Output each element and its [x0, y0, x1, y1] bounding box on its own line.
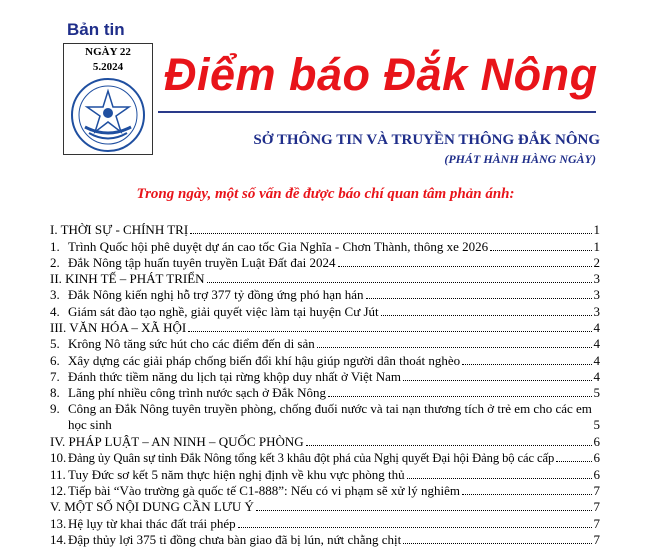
bulletin-title: Điểm báo Đắk Nông [164, 49, 598, 100]
department-name: SỞ THÔNG TIN VÀ TRUYỀN THÔNG ĐẮK NÔNG [253, 132, 600, 148]
toc-item-10[interactable] [50, 450, 600, 466]
toc-leader [462, 494, 592, 495]
toc-page: 7 [593, 499, 600, 515]
toc-leader [207, 282, 592, 283]
toc-text: Tiếp bài “Vào trường gà quốc tế C1-888”: Nếu có vi phạm sẽ xử lý nghiêm [68, 483, 460, 499]
toc-num: 4. [50, 303, 60, 319]
toc-num: 3. [50, 287, 60, 303]
toc-num: 12. [50, 483, 67, 499]
toc-leader [338, 266, 592, 267]
toc-section-2[interactable] [50, 271, 600, 287]
toc-text: Đắk Nông tập huấn tuyên truyền Luật Đất đai 2024 [68, 254, 336, 270]
toc-text: Giám sát đào tạo nghề, giải quyết việc làm tại huyện Cư Jút [68, 303, 379, 319]
toc-page: 1 [593, 222, 600, 238]
toc-page: 4 [593, 336, 600, 352]
toc-leader [403, 380, 592, 381]
intro-text: Trong ngày, một số vấn đề được báo chí quan tâm phản ánh: [136, 186, 515, 202]
toc-num: 6. [50, 352, 60, 368]
publication-frequency: (PHÁT HÀNH HÀNG NGÀY) [444, 152, 596, 166]
toc-text: Lãng phí nhiều công trình nước sạch ở Đắk Nông [68, 385, 326, 401]
toc-page: 6 [593, 434, 600, 450]
table-of-contents [50, 222, 600, 548]
toc-item-13[interactable] [50, 515, 600, 531]
toc-page: 4 [593, 352, 600, 368]
toc-page: 4 [593, 368, 600, 384]
toc-item-14[interactable] [50, 532, 600, 548]
toc-num: 10. [50, 450, 67, 466]
toc-leader [238, 527, 592, 528]
toc-section-3[interactable] [50, 320, 600, 336]
toc-page: 3 [593, 303, 600, 319]
toc-leader [366, 298, 592, 299]
toc-item-6[interactable] [50, 352, 600, 368]
toc-section-5[interactable] [50, 499, 600, 515]
toc-num: 9. [50, 401, 60, 417]
toc-page: 2 [593, 254, 600, 270]
toc-text: V. MỘT SỐ NỘI DUNG CẦN LƯU Ý [50, 499, 254, 515]
toc-item-4[interactable] [50, 303, 600, 319]
toc-leader [306, 445, 592, 446]
toc-leader [328, 396, 592, 397]
ban-tin-label: Bản tin [67, 20, 125, 39]
toc-text: IV. PHÁP LUẬT – AN NINH – QUỐC PHÒNG [50, 434, 304, 450]
toc-page: 1 [593, 238, 600, 254]
toc-num: 1. [50, 238, 60, 254]
toc-page: 5 [593, 385, 600, 401]
toc-page: 5 [593, 416, 600, 432]
toc-page: 7 [593, 515, 600, 531]
date-day: NGÀY 22 [85, 46, 131, 58]
toc-num: 13. [50, 515, 67, 531]
toc-leader [462, 364, 592, 365]
toc-text: III. VĂN HÓA – XÃ HỘI [50, 320, 187, 336]
toc-leader [407, 478, 592, 479]
toc-leader [381, 315, 592, 316]
toc-page: 3 [593, 271, 600, 287]
toc-text: Đảng ủy Quân sự tỉnh Đắk Nông tổng kết 3 khâu đột phá của Nghị quyết Đại hội Đảng bộ các cấp [68, 451, 555, 466]
toc-page: 6 [593, 450, 600, 466]
toc-item-12[interactable] [50, 483, 600, 499]
toc-text: Đánh thức tiềm năng du lịch tại rừng khộp duy nhất ở Việt Nam [68, 368, 401, 384]
toc-item-8[interactable] [50, 385, 600, 401]
toc-text: Đập thủy lợi 375 tỉ đồng chưa bàn giao đã bị lún, nứt chằng chịt [68, 531, 402, 547]
toc-leader [190, 233, 592, 234]
toc-page: 3 [593, 287, 600, 303]
toc-item-1[interactable] [50, 238, 600, 254]
toc-text: Krông Nô tăng sức hút cho các điểm đến di sản [68, 336, 315, 352]
toc-leader [490, 250, 592, 251]
toc-item-7[interactable] [50, 369, 600, 385]
toc-text: II. KINH TẾ – PHÁT TRIỂN [50, 271, 205, 287]
toc-text: Đắk Nông kiến nghị hỗ trợ 377 tỷ đồng ứng phó hạn hán [68, 287, 364, 303]
toc-num: 7. [50, 368, 60, 384]
toc-page: 7 [593, 483, 600, 499]
toc-text: Trình Quốc hội phê duyệt dự án cao tốc Gia Nghĩa - Chơn Thành, thông xe 2026 [68, 238, 489, 254]
toc-text: Hệ lụy từ khai thác đất trái phép [68, 515, 236, 531]
toc-text: I. THỜI SỰ - CHÍNH TRỊ [50, 222, 189, 238]
date-month-year: 5.2024 [92, 61, 124, 73]
toc-leader [556, 461, 592, 462]
toc-num: 2. [50, 254, 60, 270]
toc-leader [403, 543, 592, 544]
toc-page: 6 [593, 466, 600, 482]
toc-leader [256, 510, 592, 511]
toc-item-2[interactable] [50, 255, 600, 271]
toc-leader [317, 347, 592, 348]
toc-item-3[interactable] [50, 287, 600, 303]
toc-page: 7 [593, 531, 600, 547]
toc-page: 4 [593, 320, 600, 336]
toc-num: 11. [50, 466, 66, 482]
title-divider [158, 111, 596, 113]
toc-section-4[interactable] [50, 434, 600, 450]
toc-text: Tuy Đức sơ kết 5 năm thực hiện nghị định về khu vực phòng thủ [68, 466, 405, 482]
toc-section-1[interactable] [50, 222, 600, 238]
toc-num: 5. [50, 336, 60, 352]
toc-num: 14. [50, 531, 67, 547]
toc-num: 8. [50, 385, 60, 401]
toc-text: Công an Đắk Nông tuyên truyền phòng, chống đuối nước và tai nạn thương tích ở trẻ em cho các em học sinh [68, 401, 592, 433]
toc-leader [188, 331, 592, 332]
toc-item-5[interactable] [50, 336, 600, 352]
toc-text: Xây dựng các giải pháp chống biến đổi khí hậu giúp người dân thoát nghèo [68, 352, 461, 368]
toc-item-11[interactable] [50, 466, 600, 482]
toc-item-9[interactable] [50, 401, 600, 434]
